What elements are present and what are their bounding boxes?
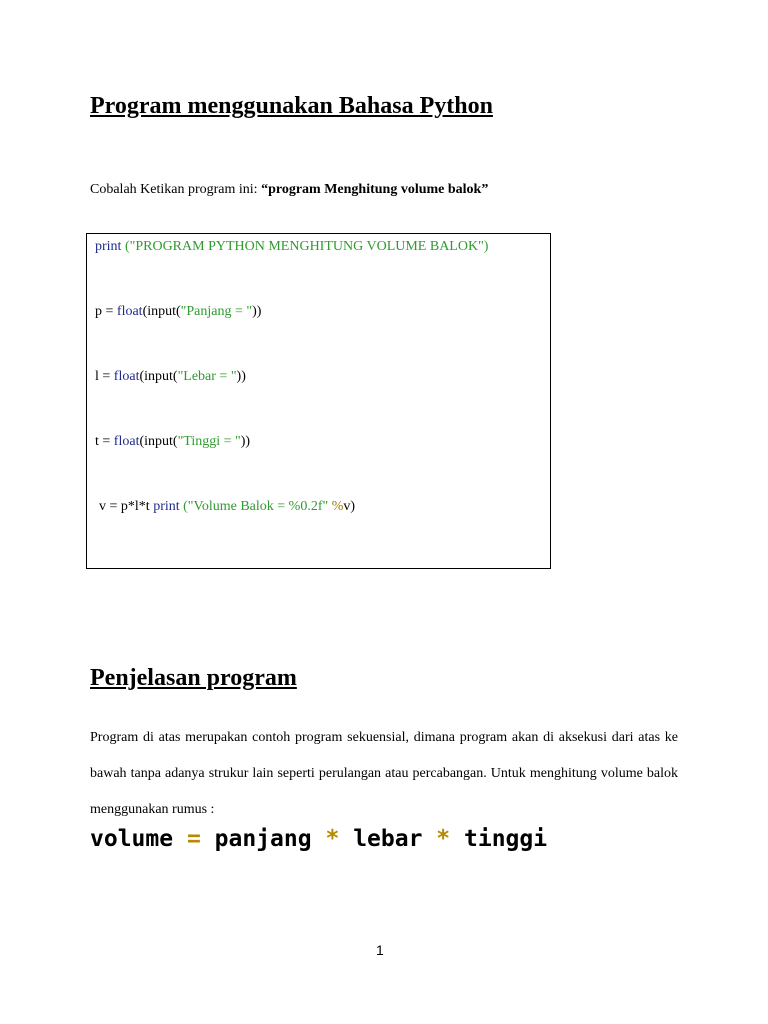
code-line-3 (95, 369, 246, 385)
code-text: p = (95, 304, 117, 319)
code-string: ("PROGRAM PYTHON MENGHITUNG VOLUME BALOK") (121, 239, 489, 254)
code-line-1 (95, 239, 488, 255)
code-string: "Tinggi = " (177, 434, 241, 449)
formula-lebar: lebar (353, 826, 423, 852)
formula-multiply: * (436, 826, 451, 852)
code-keyword: print (153, 499, 180, 514)
page-number: 1 (376, 942, 384, 958)
code-string: "Panjang = " (180, 304, 253, 319)
code-box (86, 233, 551, 569)
formula-panjang: panjang (214, 826, 312, 852)
intro-text (90, 182, 488, 198)
code-text: t = (95, 434, 114, 449)
intro-emphasis: “program Menghitung volume balok” (261, 182, 489, 197)
section-title: Penjelasan program (90, 665, 297, 691)
formula-volume: volume (90, 826, 174, 852)
code-line-4 (95, 434, 250, 450)
code-text: )) (252, 304, 262, 319)
code-operator: % (331, 499, 344, 514)
formula-multiply: * (325, 826, 340, 852)
volume-formula (90, 826, 547, 852)
code-text: )) (236, 369, 246, 384)
code-keyword: float (113, 434, 140, 449)
code-text: (input( (139, 434, 178, 449)
formula-tinggi: tinggi (464, 826, 548, 852)
intro-prefix: Cobalah Ketikan program ini: (90, 182, 262, 197)
code-line-5 (99, 499, 355, 515)
code-text: v = p*l*t (99, 499, 154, 514)
code-text: v) (343, 499, 356, 514)
code-string: ("Volume Balok = %0.2f" (179, 499, 332, 514)
code-line-2 (95, 304, 261, 320)
explanation-paragraph: Program di atas merupakan contoh program sekuensial, dimana program akan di aksekusi dari atas ke bawah tanpa adanya strukur lain seperti perulangan atau percabangan. Untuk menghitung volume balok menggunakan rumus : (90, 730, 678, 817)
code-keyword: print (95, 239, 122, 254)
code-text: l = (95, 369, 114, 384)
formula-equals: = (186, 826, 201, 852)
code-keyword: float (116, 304, 143, 319)
code-keyword: float (113, 369, 140, 384)
code-text: )) (240, 434, 251, 449)
document-title: Program menggunakan Bahasa Python (90, 93, 493, 119)
code-text: (input( (142, 304, 181, 319)
code-text: (input( (139, 369, 178, 384)
code-string: "Lebar = " (177, 369, 237, 384)
